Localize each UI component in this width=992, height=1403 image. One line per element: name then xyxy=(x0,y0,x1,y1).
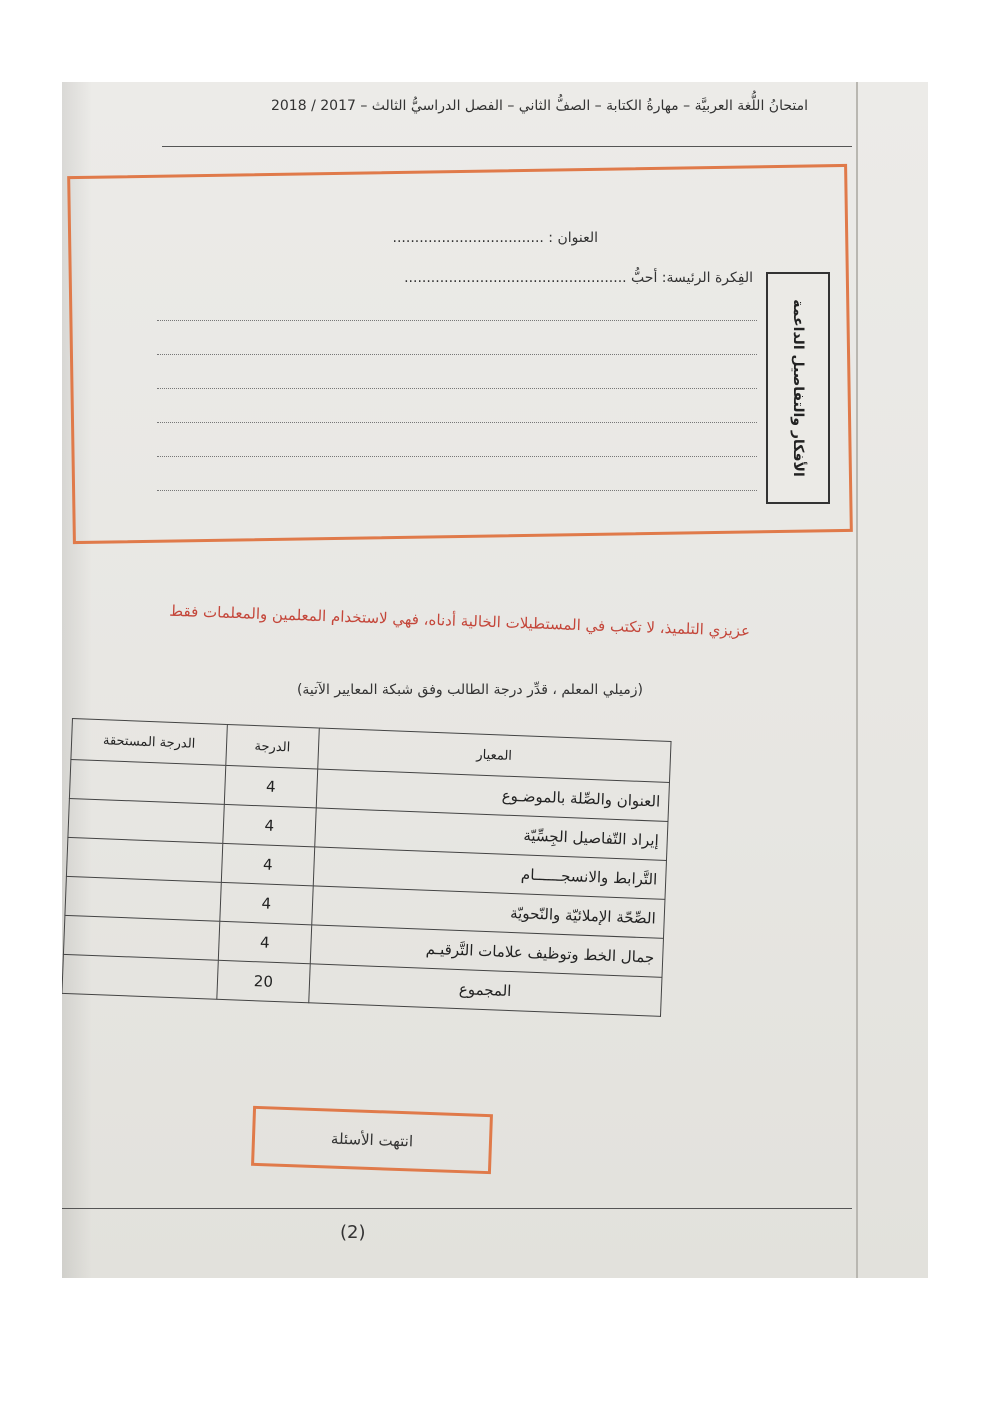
page-edge xyxy=(856,82,858,1278)
header-earned: الدرجة المستحقة xyxy=(71,719,228,766)
criterion-cell: إيراد التّفاصيل الجِسِّيّة xyxy=(314,808,668,860)
table-caption: (زميلي المعلم ، قدِّر درجة الطالب وفق شبكة المعايير الآتية) xyxy=(296,682,643,698)
writing-line xyxy=(157,320,757,322)
writing-line xyxy=(157,354,757,356)
supporting-details-box xyxy=(766,272,830,504)
earned-cell xyxy=(63,915,219,960)
score-cell: 4 xyxy=(223,804,316,846)
criterion-cell: جمال الخط وتوظيف علامات التَّرقيـم xyxy=(310,925,664,977)
criterion-cell: التَّرابط والانسجــــــام xyxy=(313,847,667,899)
earned-cell xyxy=(68,798,224,843)
end-of-questions-text: انتهت الأسئلة xyxy=(330,1129,414,1151)
header-criterion: المعيار xyxy=(317,728,671,782)
score-cell: 4 xyxy=(224,765,317,807)
writing-lines xyxy=(157,320,757,524)
footer-divider xyxy=(62,1208,852,1209)
earned-cell xyxy=(69,759,225,804)
supporting-details-label: الأفكار والتفاصيل الداعمة xyxy=(790,299,806,477)
writing-line xyxy=(157,490,757,492)
score-cell: 4 xyxy=(221,843,314,885)
score-cell: 4 xyxy=(220,882,313,924)
header-divider xyxy=(162,146,852,147)
student-note: عزيزي التلميذ، لا تكتب في المستطيلات الخالية أدناه، فهي لاستخدام المعلمين والمعلمات فقط xyxy=(168,601,751,640)
criterion-cell: العنوان والصِّلة بالموضـوع xyxy=(316,769,670,821)
total-earned-cell xyxy=(62,954,218,999)
earned-cell xyxy=(66,837,222,882)
address-field: العنوان : .................................. xyxy=(392,230,598,246)
criterion-cell: الصِّحّة الإملائيّة والنّحويّة xyxy=(311,886,665,938)
total-label: المجموع xyxy=(308,964,662,1016)
main-idea-field: الفِكرة الرئيسة: أحبُّ .................................................. xyxy=(404,270,753,286)
end-of-questions-box xyxy=(251,1106,493,1174)
page-number: (2) xyxy=(340,1222,366,1243)
score-cell: 4 xyxy=(218,921,311,963)
earned-cell xyxy=(65,876,221,921)
writing-line xyxy=(157,456,757,458)
writing-line xyxy=(157,422,757,424)
writing-line xyxy=(157,388,757,390)
header-score: الدرجة xyxy=(226,724,319,768)
grading-table xyxy=(62,718,672,1017)
total-score: 20 xyxy=(217,960,310,1002)
document-photo xyxy=(62,82,928,1278)
exam-header: امتحانُ اللُّغة العربيَّة – مهارةُ الكتابة – الصفُّ الثاني – الفصل الدراسيُّ الثالث – 2017 / 2018 xyxy=(270,98,808,114)
